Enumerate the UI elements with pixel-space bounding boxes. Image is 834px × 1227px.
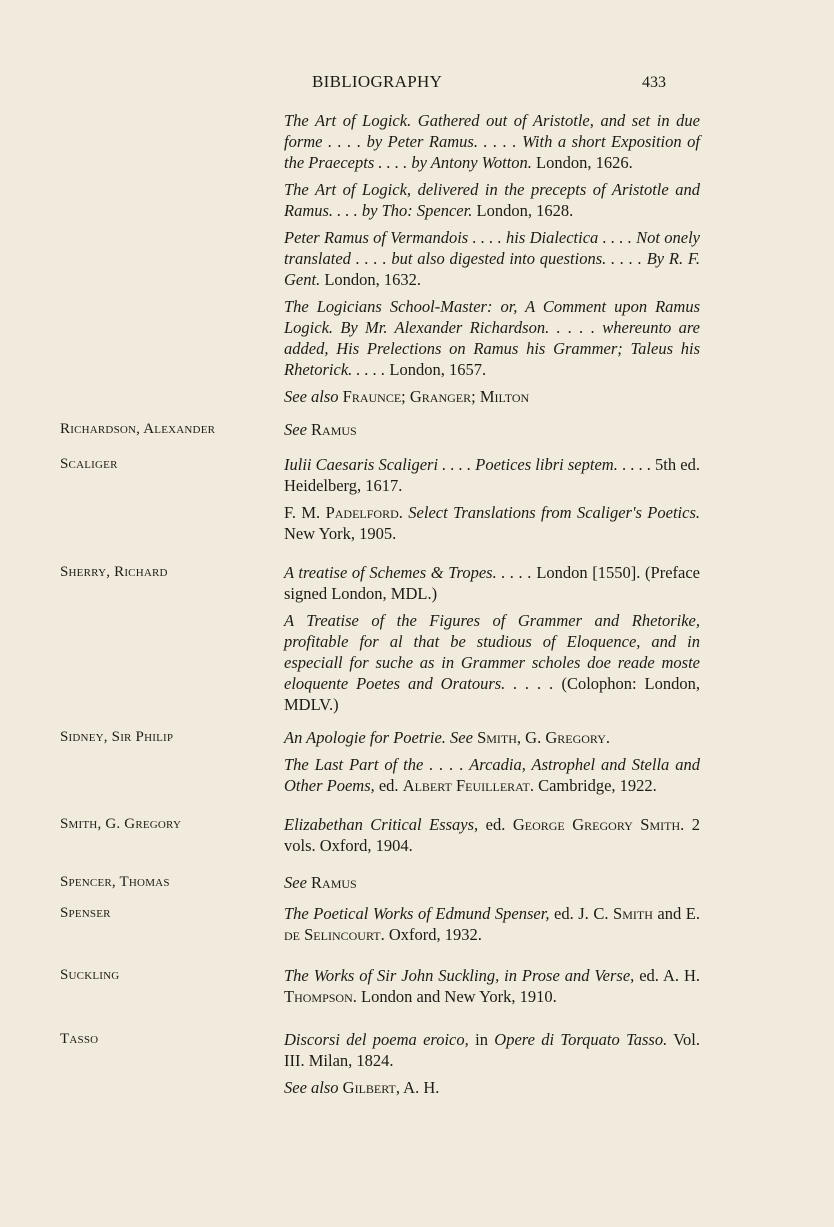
citation-segment: Opere di Torquato Tasso. bbox=[494, 1030, 668, 1049]
bibliography-entry bbox=[60, 454, 700, 550]
citation-segment: 2 vols. Oxford, 1904. bbox=[284, 815, 701, 855]
citation-segment: ed. bbox=[374, 776, 403, 795]
citation-segment: London, 1628. bbox=[472, 201, 574, 220]
citation-segment: The Logicians School-Master: or, A Comment upon Ramus Logick. By Mr. Alexander Richardson. . . . . whereunto are added, His Prelections on Ramus his Grammer; Taleus his Rhetorick. . . . . bbox=[284, 297, 700, 379]
citation-segment: The Art of Logick. Gathered out of Aristotle, and set in due forme . . . . by Peter Ramus. . . . . With a short Exposition of the Praecepts . . . . by Antony Wotton. bbox=[284, 111, 700, 172]
citation-segment: The Art of Logick, delivered in the precepts of Aristotle and Ramus. . . . by Tho: Spencer. bbox=[284, 180, 700, 220]
citation-segment: (Colophon: London, MDLV.) bbox=[284, 674, 700, 714]
citation-segment: Ramus bbox=[311, 420, 357, 439]
citation-segment: A treatise of Schemes & Tropes. . . . . bbox=[284, 563, 532, 582]
entry-author bbox=[60, 110, 284, 112]
entry-works bbox=[284, 1029, 700, 1104]
entry-author: Spenser bbox=[60, 905, 111, 921]
citation-segment: George Gregory Smith. bbox=[512, 815, 685, 834]
citation-segment: Peter Ramus of Vermandois . . . . his Dialectica . . . . Not onely translated . . . . but also digested into questions. . . . . By R. F. Gent. bbox=[284, 228, 700, 289]
citation-segment: See also bbox=[284, 1078, 343, 1097]
bibliography-entry bbox=[60, 965, 700, 1013]
entry-author: Spencer, Thomas bbox=[60, 874, 170, 890]
entry-works bbox=[284, 872, 700, 899]
entry-author: Scaliger bbox=[60, 456, 118, 472]
work-citation bbox=[284, 814, 700, 856]
bibliography-entry bbox=[60, 903, 700, 951]
work-citation bbox=[284, 296, 700, 380]
citation-segment: A Treatise of the Figures of Grammer and Rhetorike, profitable for al that be studious of Eloquence, and in especiall for suche as in Grammer scholes doe reade moste eloquente Poetes and Oratours. . . . . bbox=[284, 611, 700, 693]
bibliography-entry bbox=[60, 110, 700, 413]
work-citation bbox=[284, 610, 700, 715]
running-head: BIBLIOGRAPHY bbox=[312, 72, 443, 91]
work-citation bbox=[284, 872, 700, 893]
work-citation bbox=[284, 1077, 700, 1098]
entry-works bbox=[284, 814, 700, 862]
citation-segment: . . . . 5th ed. Heidelberg, 1617. bbox=[284, 455, 700, 495]
page-header bbox=[0, 72, 834, 98]
citation-segment: Select Translations from Scaliger's Poetics. bbox=[408, 503, 701, 522]
work-citation bbox=[284, 562, 700, 604]
citation-segment: Albert Feuillerat. bbox=[402, 776, 534, 795]
citation-segment: Iulii Caesaris Scaligeri . . . . Poetices libri septem. bbox=[284, 455, 618, 474]
bibliography-entry bbox=[60, 814, 700, 862]
bibliography-entries bbox=[60, 110, 700, 1104]
citation-segment: Elizabethan Critical Essays, bbox=[284, 815, 479, 834]
entry-works bbox=[284, 419, 700, 446]
work-citation bbox=[284, 227, 700, 290]
bibliography-entry bbox=[60, 419, 700, 446]
work-citation bbox=[284, 1029, 700, 1071]
citation-segment: London and New York, 1910. bbox=[356, 987, 557, 1006]
citation-segment: Cambridge, 1922. bbox=[533, 776, 657, 795]
work-citation bbox=[284, 727, 700, 748]
entry-author: Sidney, Sir Philip bbox=[60, 729, 174, 745]
citation-segment: F. M. Padelford. bbox=[284, 503, 403, 522]
citation-segment: London, 1626. bbox=[531, 153, 633, 172]
page-number: 433 bbox=[642, 74, 666, 91]
citation-segment: Vol. III. Milan, 1824. bbox=[284, 1030, 701, 1070]
citation-segment: Smith, G. Gregory. bbox=[477, 728, 611, 747]
citation-segment: London, 1657. bbox=[385, 360, 487, 379]
citation-segment: The Last Part of the . . . . Arcadia, Astrophel and Stella and Other Poems, bbox=[284, 755, 700, 795]
bibliography-entry bbox=[60, 872, 700, 899]
citation-segment: de Selincourt. bbox=[284, 925, 385, 944]
citation-segment: ed. bbox=[478, 815, 513, 834]
citation-segment: London, 1632. bbox=[320, 270, 422, 289]
citation-segment: in bbox=[468, 1030, 495, 1049]
citation-segment: ed. J. C. bbox=[549, 904, 614, 923]
work-citation bbox=[284, 502, 700, 544]
citation-segment: See also bbox=[284, 387, 343, 406]
entry-works bbox=[284, 454, 700, 550]
work-citation bbox=[284, 903, 700, 945]
entry-works bbox=[284, 965, 700, 1013]
citation-segment: New York, 1905. bbox=[284, 524, 397, 543]
entry-author: Tasso bbox=[60, 1031, 99, 1047]
entry-works bbox=[284, 903, 700, 951]
entry-author: Richardson, Alexander bbox=[60, 421, 216, 437]
citation-segment: Ramus bbox=[311, 873, 357, 892]
citation-segment: An Apologie for Poetrie. See bbox=[284, 728, 478, 747]
citation-segment: Discorsi del poema eroico, bbox=[284, 1030, 469, 1049]
citation-segment: Thompson. bbox=[284, 987, 357, 1006]
bibliography-entry bbox=[60, 562, 700, 721]
citation-segment: The Works of Sir John Suckling, in Prose and Verse, bbox=[284, 966, 635, 985]
entry-author: Sherry, Richard bbox=[60, 564, 168, 580]
citation-segment: London [1550]. (Preface signed London, MDL.) bbox=[284, 563, 700, 603]
entry-author: Suckling bbox=[60, 967, 120, 983]
work-citation bbox=[284, 386, 700, 407]
citation-segment: See bbox=[284, 873, 312, 892]
entry-author: Smith, G. Gregory bbox=[60, 816, 182, 832]
citation-segment: Fraunce; Granger; Milton bbox=[342, 387, 530, 406]
citation-segment: ed. A. H. bbox=[634, 966, 700, 985]
work-citation bbox=[284, 110, 700, 173]
citation-segment: See bbox=[284, 420, 312, 439]
work-citation bbox=[284, 179, 700, 221]
citation-segment: Gilbert, A. H. bbox=[342, 1078, 440, 1097]
bibliography-entry bbox=[60, 727, 700, 802]
citation-segment: Oxford, 1932. bbox=[384, 925, 482, 944]
work-citation bbox=[284, 419, 700, 440]
work-citation bbox=[284, 754, 700, 796]
citation-segment: The Poetical Works of Edmund Spenser, bbox=[284, 904, 550, 923]
entry-works bbox=[284, 110, 700, 413]
work-citation bbox=[284, 454, 700, 496]
citation-segment: Smith bbox=[613, 904, 653, 923]
bibliography-entry bbox=[60, 1029, 700, 1104]
entry-works bbox=[284, 562, 700, 721]
citation-segment: and E. bbox=[652, 904, 700, 923]
entry-works bbox=[284, 727, 700, 802]
work-citation bbox=[284, 965, 700, 1007]
